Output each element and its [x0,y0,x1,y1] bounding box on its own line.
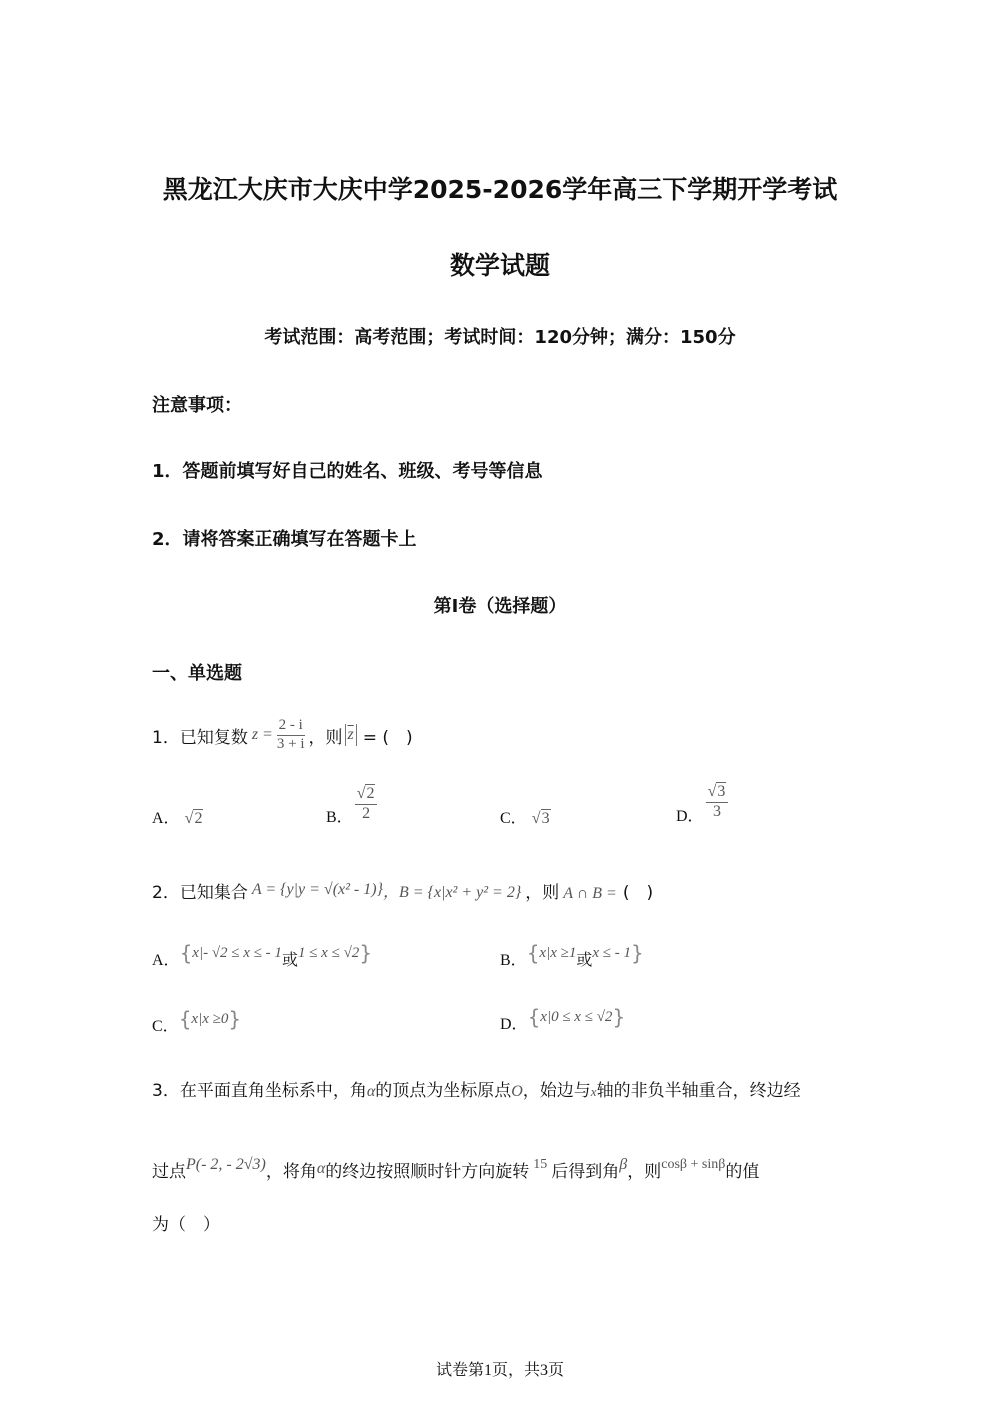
q1-denominator: 3 + i [276,735,305,752]
brace-right: } [631,941,644,965]
q2-set-a: A = {y|y = √(x² - 1)} [251,881,383,898]
volume-title: 第I卷（选择题） [433,596,567,617]
q2-set-b: ，B = {x|x² + y² = 2} [382,883,522,901]
notice-item: 1．答题前填写好自己的姓名、班级、考号等信息 [152,461,543,482]
exam-title-line1: 黑龙江大庆市大庆中学2025-2026学年高三下学期开学考试 [162,175,838,204]
option-label: D． [676,807,704,825]
brace-right: } [359,941,373,965]
option-label: D． [500,1015,528,1033]
cos-sin-expr: cosβ + sinβ [661,1157,726,1172]
question-3-line1: 3．在平面直角坐标系中，角α的顶点为坐标原点O，始边与x轴的非负半轴重合，终边经 [152,1081,801,1101]
option-label: C． [500,810,527,827]
brace-left: { [178,1007,192,1031]
sqrt-expr: √3 [531,810,550,827]
brace-right: } [228,1007,242,1031]
option-label: B． [326,808,353,826]
q1-option-b[interactable] [326,782,379,826]
option-label: C． [152,1017,179,1035]
q2-option-c[interactable]: C． { x|x ≥0 } [152,1007,242,1035]
brace-right: } [612,1005,626,1029]
q1-option-a[interactable] [152,805,203,828]
q1-option-c[interactable] [500,805,551,828]
notice-heading: 注意事项： [152,395,242,416]
fraction: $\frac{√3}{3}$ [706,783,729,821]
brace-left: { [527,1005,541,1029]
q2-option-d[interactable]: D． { x|0 ≤ x ≤ √2 } [500,1005,626,1033]
page-footer: 试卷第1页，共3页 [435,1362,564,1379]
option-label: B． [500,951,527,969]
q2-tail: ( ) [622,882,654,903]
question-1-stem [152,710,413,760]
alpha-symbol: α [366,1083,376,1100]
alpha-symbol: α [316,1160,326,1177]
point-p: P(- 2, - 2√3) [186,1156,266,1173]
q1-prefix: 1．已知复数 [152,727,248,748]
origin-symbol: O [511,1083,523,1100]
q1-option-d[interactable] [676,778,730,826]
q1-mid: ，则 [308,727,343,748]
q1-tail: = ( ) [362,727,413,748]
exam-title-line2: 数学试题 [449,251,550,280]
part-title: 一、单选题 [152,663,242,684]
sqrt-expr: √2 [184,810,203,827]
q1-z: z = [251,726,273,743]
brace-left: { [526,941,540,965]
q2-option-b[interactable]: B． { x|x ≥1 或 x ≤ - 1 } [500,941,644,969]
q2-mid: ，则 [525,882,560,903]
option-label: A． [152,810,180,827]
rotation-angle: 15 [533,1157,548,1172]
question-2-stem [152,870,653,910]
beta-symbol: β [619,1156,628,1173]
fraction: $\frac{√2}{2}$ [355,785,378,823]
question-3-line2: 过点 P(- 2, - 2√3) ，将角 α 的终边按照顺时针方向旋转 15 后得到角 β ，则 cosβ + sinβ 的值 [152,1156,760,1182]
exam-info: 考试范围：高考范围；考试时间：120分钟；满分：150分 [264,327,736,348]
abs-bar-right [356,724,357,746]
q2-option-a[interactable]: A． { x|- √2 ≤ x ≤ - 1 或 1 ≤ x ≤ √2 } [152,941,373,969]
q1-fraction [275,717,307,753]
q1-conj-z: $\overline{z}$ [347,726,354,743]
brace-left: { [179,941,193,965]
question-3-line3: 为（ ） [152,1215,220,1235]
x-symbol: x [590,1084,597,1099]
abs-bar-left [345,724,346,746]
notice-item: 2．请将答案正确填写在答题卡上 [152,529,417,550]
q2-expr: A ∩ B = [563,885,617,902]
q2-prefix: 2．已知集合 [152,882,248,903]
option-label: A． [152,951,180,969]
q1-numerator: 2 - i [277,717,305,735]
